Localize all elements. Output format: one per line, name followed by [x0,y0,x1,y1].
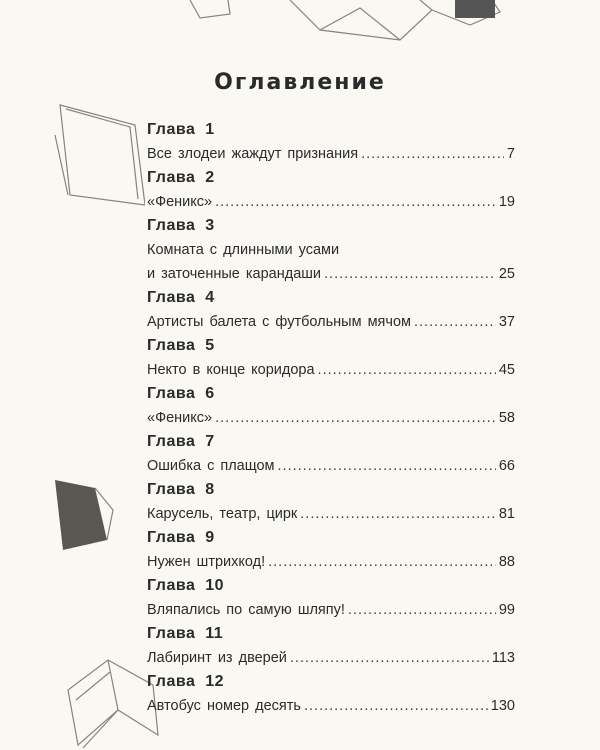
chapter-label: Глава 2 [147,169,215,186]
page-number: 88 [498,554,515,570]
dot-leader [414,310,496,334]
page-number: 130 [490,698,515,714]
chapter-label: Глава 5 [147,337,215,354]
toc-entry[interactable] [147,550,515,574]
toc-entry[interactable] [147,262,515,286]
chapter-label: Глава 1 [147,121,215,138]
dot-leader [278,454,496,478]
page-number: 113 [491,650,515,666]
chapter-label: Глава 11 [147,625,224,642]
closed-book-left-icon [55,470,115,560]
chapter-1 [147,118,515,166]
table-of-contents [147,118,515,718]
chapter-3 [147,214,515,286]
chapter-label: Глава 3 [147,217,215,234]
open-book-left-icon [40,95,145,215]
toc-entry[interactable] [147,190,515,214]
dot-leader [324,262,496,286]
toc-entry[interactable] [147,646,515,670]
chapter-title: «Феникс» [147,410,213,426]
chapter-label: Глава 8 [147,481,215,498]
toc-entry[interactable] [147,694,515,718]
chapter-8 [147,478,515,526]
dot-leader [304,694,488,718]
toc-entry[interactable] [147,310,515,334]
page-number: 66 [498,458,515,474]
dot-leader [348,598,496,622]
chapter-4 [147,286,515,334]
chapter-12 [147,670,515,718]
chapter-title: и заточенные карандаши [147,266,322,282]
page-number: 58 [498,410,515,426]
chapter-title: Артисты балета с футбольным мячом [147,314,411,330]
chapter-title: Лабиринт из дверей [147,650,287,666]
page-number: 81 [498,506,515,522]
chapter-title: Карусель, театр, цирк [147,506,298,522]
chapter-title-line1[interactable]: Комната с длинными усами [147,242,340,258]
dot-leader [361,142,504,166]
chapter-2 [147,166,515,214]
chapter-title: Нужен штрихкод! [147,554,266,570]
toc-entry[interactable] [147,454,515,478]
chapter-9 [147,526,515,574]
page-number: 45 [498,362,515,378]
toc-entry[interactable] [147,358,515,382]
chapter-title: Некто в конце коридора [147,362,315,378]
page-number: 19 [498,194,515,210]
dot-leader [290,646,489,670]
chapter-5 [147,334,515,382]
page-number: 25 [498,266,515,282]
dot-leader [215,406,496,430]
chapter-label: Глава 4 [147,289,215,306]
chapter-label: Глава 10 [147,577,225,594]
chapter-label: Глава 12 [147,673,225,690]
dot-leader [318,358,496,382]
dot-leader [268,550,496,574]
chapter-title: Все злодеи жаждут признания [147,146,359,162]
toc-entry[interactable] [147,406,515,430]
chapter-title: «Феникс» [147,194,213,210]
chapter-title: Автобус номер десять [147,698,301,714]
chapter-7 [147,430,515,478]
chapter-label: Глава 9 [147,529,215,546]
chapter-11 [147,622,515,670]
dot-leader [300,502,496,526]
chapter-label: Глава 6 [147,385,215,402]
page-number: 7 [506,146,515,162]
chapter-title: Вляпались по самую шляпу! [147,602,345,618]
page-number: 37 [498,314,515,330]
chapter-6 [147,382,515,430]
toc-entry[interactable] [147,598,515,622]
toc-entry[interactable] [147,142,515,166]
chapter-10 [147,574,515,622]
chapter-label: Глава 7 [147,433,215,450]
page-title: Оглавление [214,70,386,95]
book-sketch-top-icon [170,0,510,45]
page-number: 99 [498,602,515,618]
chapter-title: Ошибка с плащом [147,458,275,474]
toc-entry[interactable] [147,502,515,526]
dot-leader [215,190,496,214]
